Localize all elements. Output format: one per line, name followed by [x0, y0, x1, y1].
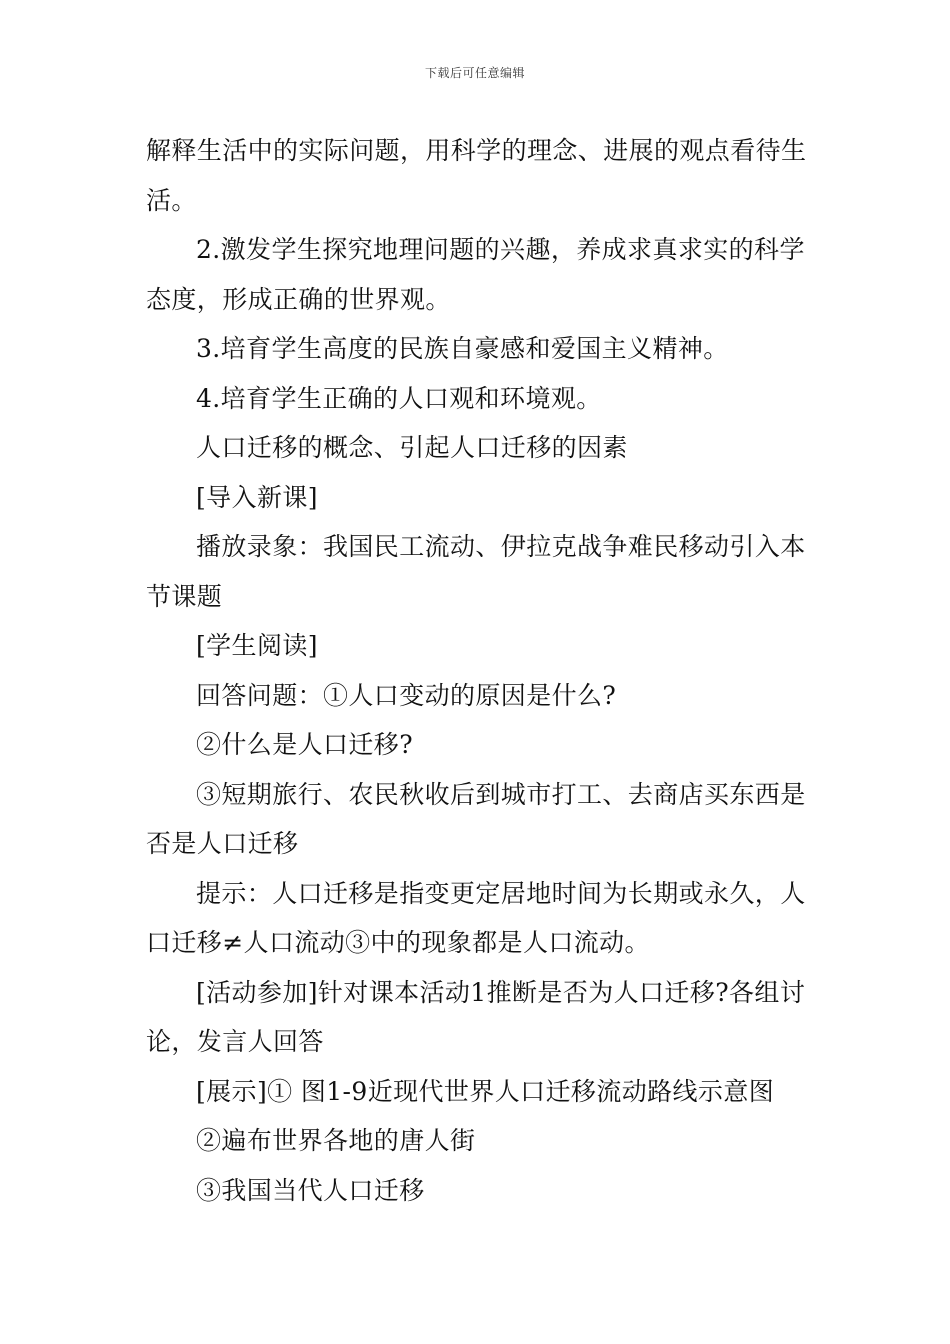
paragraph-video: 播放录象：我国民工流动、伊拉克战争难民移动引入本节课题	[146, 532, 806, 611]
paragraph-key-points: 人口迁移的概念、引起人口迁移的因素	[196, 433, 628, 462]
question-2: ②什么是人口迁移?	[196, 730, 414, 759]
paragraph-objective-3: 3.培育学生高度的民族自豪感和爱国主义精神。	[196, 334, 729, 363]
display-item-2: ②遍布世界各地的唐人街	[196, 1126, 476, 1155]
page-header: 下载后可任意编辑	[424, 66, 525, 80]
document-body	[146, 126, 810, 1215]
question-3: ③短期旅行、农民秋收后到城市打工、去商店买东西是否是人口迁移	[146, 779, 806, 858]
display-item-3: ③我国当代人口迁移	[196, 1175, 425, 1205]
section-heading-reading: [学生阅读]	[196, 631, 318, 660]
paragraph-objective-4: 4.培育学生正确的人口观和环境观。	[196, 383, 602, 413]
paragraph-hint: 提示：人口迁移是指变更定居地时间为长期或永久，人口迁移≠人口流动③中的现象都是人口流动。	[146, 878, 806, 957]
paragraph-continuation: 解释生活中的实际问题，用科学的理念、进展的观点看待生活。	[146, 136, 807, 215]
display-item-1: [展示]① 图1-9近现代世界人口迁移流动路线示意图	[196, 1076, 775, 1106]
paragraph-objective-2: 2.激发学生探究地理问题的兴趣，养成求真求实的科学态度，形成正确的世界观。	[146, 235, 805, 314]
section-heading-introduction: [导入新课]	[196, 482, 318, 512]
question-1: 回答问题：①人口变动的原因是什么?	[196, 680, 617, 710]
paragraph-activity: [活动参加]针对课本活动1推断是否为人口迁移?各组讨论，发言人回答	[146, 977, 806, 1056]
